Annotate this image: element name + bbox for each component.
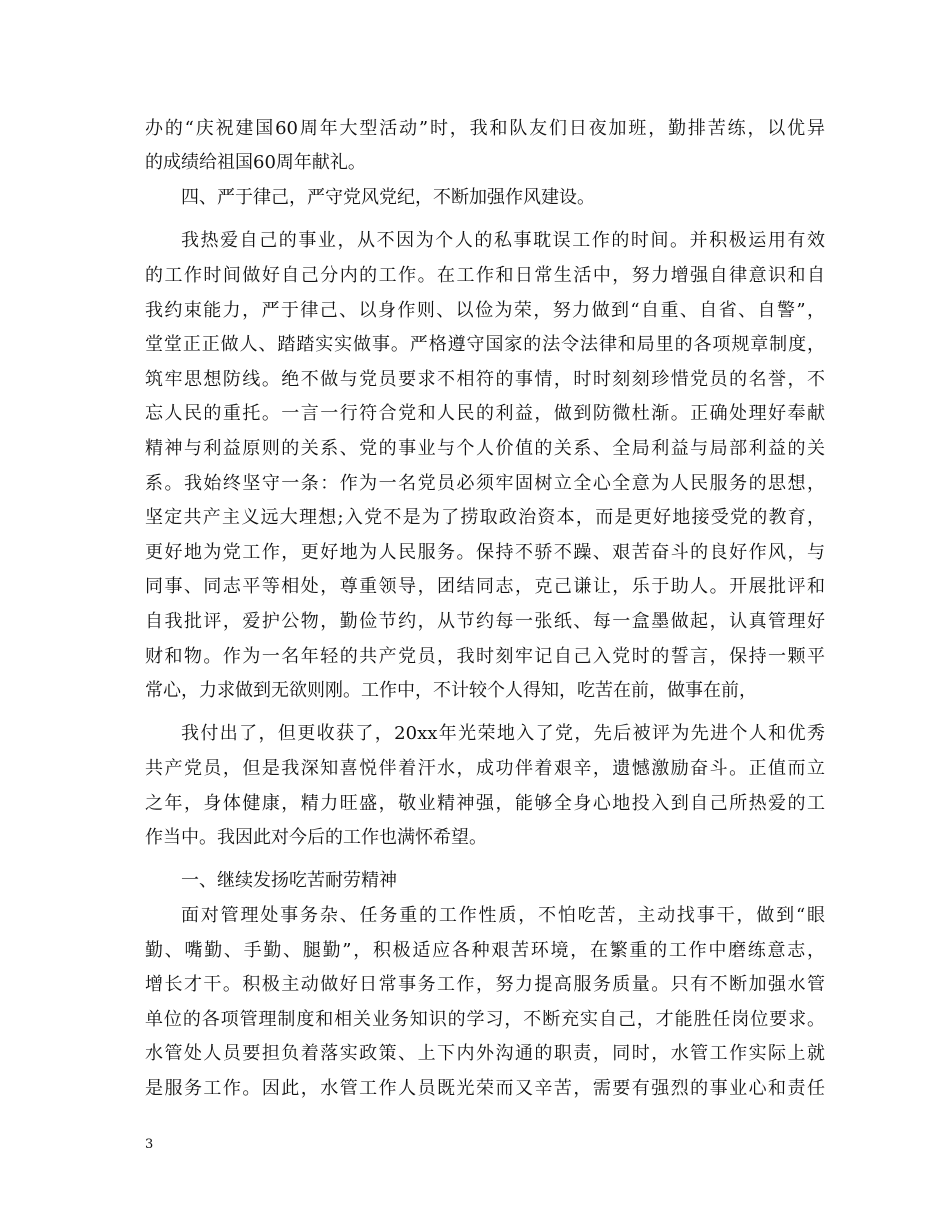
body-text-line: 常心，力求做到无欲则刚。工作中，不计较个人得知，吃苦在前，做事在前， (145, 680, 757, 701)
section-heading: 四、严于律己，严守党风党纪，不断加强作风建设。 (181, 187, 595, 208)
body-text-line: 我约束能力，严于律己、以身作则、以俭为荣，努力做到“自重、自省、自警”， (145, 300, 825, 321)
body-text-line: 之年，身体健康，精力旺盛，敬业精神强，能够全身心地投入到自己所热爱的工 (145, 793, 825, 814)
body-text-line: 增长才干。积极主动做好日常事务工作，努力提高服务质量。只有不断加强水管 (145, 974, 825, 995)
body-text-line: 水管处人员要担负着落实政策、上下内外沟通的职责，同时，水管工作实际上就 (145, 1043, 825, 1064)
body-text-line: 的工作时间做好自己分内的工作。在工作和日常生活中，努力增强自律意识和自 (145, 265, 825, 286)
body-text-line: 是服务工作。因此，水管工作人员既光荣而又辛苦，需要有强烈的事业心和责任 (145, 1078, 825, 1099)
body-text-line: 更好地为党工作，更好地为人民服务。保持不骄不躁、艰苦奋斗的良好作风，与 (145, 542, 825, 563)
body-text-line: 面对管理处事务杂、任务重的工作性质，不怕吃苦，主动找事干，做到“眼 (181, 905, 825, 926)
body-text-line: 共产党员，但是我深知喜悦伴着汗水，成功伴着艰辛，遗憾激励奋斗。正值而立 (145, 758, 825, 779)
section-heading: 一、继续发扬吃苦耐劳精神 (181, 870, 397, 891)
body-text-line: 单位的各项管理制度和相关业务知识的学习，不断充实自己，才能胜任岗位要求。 (145, 1009, 825, 1030)
body-text-line: 堂堂正正做人、踏踏实实做事。严格遵守国家的法令法律和局里的各项规章制度， (145, 334, 825, 355)
page-number: 3 (145, 1137, 154, 1152)
body-text-line: 忘人民的重托。一言一行符合党和人民的利益，做到防微杜渐。正确处理好奉献 (145, 403, 825, 424)
body-text-line: 勤、嘴勤、手勤、腿勤”，积极适应各种艰苦环境，在繁重的工作中磨练意志， (145, 940, 825, 961)
body-text-line: 同事、同志平等相处，尊重领导，团结同志，克己谦让，乐于助人。开展批评和 (145, 576, 825, 597)
body-text-line: 自我批评，爱护公物，勤俭节约，从节约每一张纸、每一盒墨做起，认真管理好 (145, 611, 825, 632)
body-text-line: 我热爱自己的事业，从不因为个人的私事耽误工作的时间。并积极运用有效 (181, 230, 825, 251)
body-text-line: 办的“庆祝建国60周年大型活动”时，我和队友们日夜加班，勤排苦练，以优异 (145, 118, 825, 139)
body-text-line: 的成绩给祖国60周年献礼。 (145, 152, 366, 173)
body-text-line: 系。我始终坚守一条：作为一名党员必须牢固树立全心全意为人民服务的思想， (145, 473, 825, 494)
body-text-line: 筑牢思想防线。绝不做与党员要求不相符的事情，时时刻刻珍惜党员的名誉，不 (145, 369, 825, 390)
body-text-line: 精神与利益原则的关系、党的事业与个人价值的关系、全局利益与局部利益的关 (145, 438, 825, 459)
body-text-line: 财和物。作为一名年轻的共产党员，我时刻牢记自己入党时的誓言，保持一颗平 (145, 646, 825, 667)
body-text-line: 作当中。我因此对今后的工作也满怀希望。 (145, 827, 487, 848)
body-text-line: 我付出了，但更收获了，20xx年光荣地入了党，先后被评为先进个人和优秀 (181, 723, 825, 744)
body-text-line: 坚定共产主义远大理想;入党不是为了捞取政治资本，而是更好地接受党的教育， (145, 507, 825, 528)
